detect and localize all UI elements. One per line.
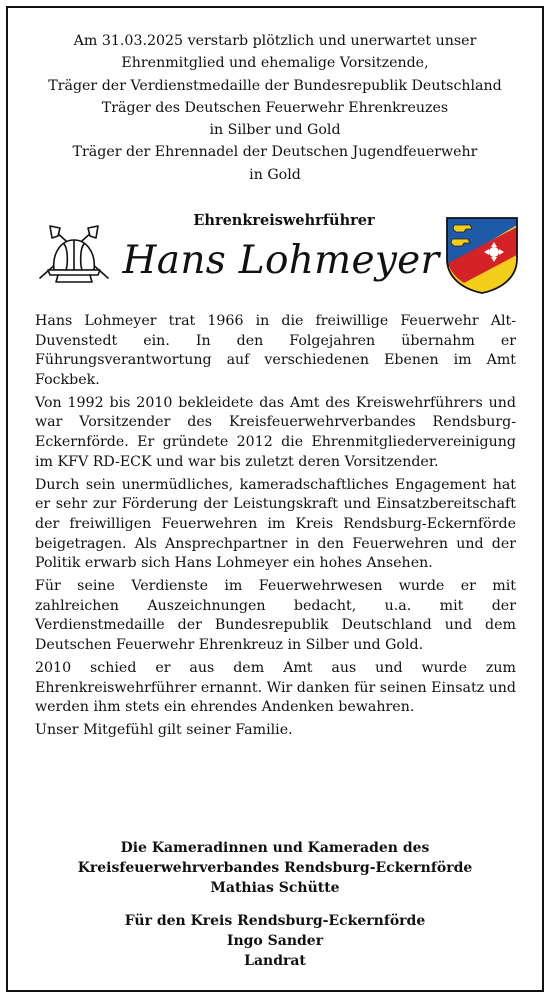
paragraph-engagement: Durch sein unermüdliches, kameradschaftliches Engagement hat er sehr zur Förderung der Leistungskraft und Einsatzbereitschaft der freiwilligen Feuerwehren im Kreis Rendsburg-Eckernförde beigetragen. Als Ansprechpartner in den Feuerwehren und der Politik erwarb sich Hans Lohmeyer ein hohes Ansehen. — [35, 476, 516, 572]
deceased-name: Hans Lohmeyer — [122, 238, 440, 283]
obituary-body — [35, 312, 516, 744]
signature-line: Kreisfeuerwehrverbandes Rendsburg-Eckernförde — [77, 860, 473, 877]
intro-line: Am 31.03.2025 verstarb plötzlich und unerwartet unser — [73, 33, 477, 49]
obituary-notice — [6, 6, 544, 992]
paragraph-retirement: 2010 schied er aus dem Amt aus und wurde zum Ehrenkreiswehrführer ernannt. Wir danken für seinen Einsatz und werden ihm stets ein ehrendes Andenken bewahren. — [35, 660, 516, 716]
signature-association — [8, 838, 542, 899]
signature-district — [8, 911, 542, 972]
intro-text — [18, 30, 532, 186]
paragraph-condolence: Unser Mitgefühl gilt seiner Familie. — [35, 722, 293, 739]
coat-of-arms-icon — [444, 215, 520, 295]
name-block — [8, 210, 542, 295]
paragraph-district-chief: Von 1992 bis 2010 bekleidete das Amt des Kreiswehrführers und war Vorsitzender des Kreisfeuerwehrverbandes Rendsburg-Eckernförde. Er gründete 2012 die Ehrenmitgliedervereinigung im KFV RD-ECK und war bis zuletzt deren Vorsitzender. — [35, 394, 516, 470]
signature-line: Für den Kreis Rendsburg-Eckernförde — [124, 912, 426, 929]
signature-line: Mathias Schütte — [210, 880, 340, 897]
intro-line: Träger des Deutschen Feuerwehr Ehrenkreuzes — [101, 99, 449, 116]
intro-line: Träger der Verdienstmedaille der Bundesrepublik Deutschland — [48, 77, 502, 94]
signature-line: Ingo Sander — [226, 932, 324, 949]
fire-helmet-axes-icon — [34, 224, 114, 286]
paragraph-career-start: Hans Lohmeyer trat 1966 in die freiwillige Feuerwehr Alt-Duvenstedt ein. In den Folgejahren übernahm er Führungsverantwortung auf verschiedenen Ebenen im Amt Fockbek. — [35, 313, 516, 388]
intro-line: Träger der Ehrennadel der Deutschen Jugendfeuerwehr — [72, 144, 478, 161]
paragraph-awards: Für seine Verdienste im Feuerwehrwesen wurde er mit zahlreichen Auszeichnungen bedacht, u.a. mit der Verdienstmedaille der Bundesrepublik Deutschland und dem Deutschen Feuerwehr Ehrenkreuz in Silber und Gold. — [35, 578, 516, 653]
rank-title: Ehrenkreiswehrführer — [193, 212, 375, 229]
intro-line: in Gold — [249, 166, 301, 183]
intro-line: in Silber und Gold — [209, 122, 341, 139]
signature-line: Die Kameradinnen und Kameraden des — [120, 840, 430, 856]
intro-line: Ehrenmitglied und ehemalige Vorsitzende, — [121, 55, 429, 72]
signature-line: Landrat — [244, 953, 306, 970]
signature-block — [8, 838, 542, 983]
